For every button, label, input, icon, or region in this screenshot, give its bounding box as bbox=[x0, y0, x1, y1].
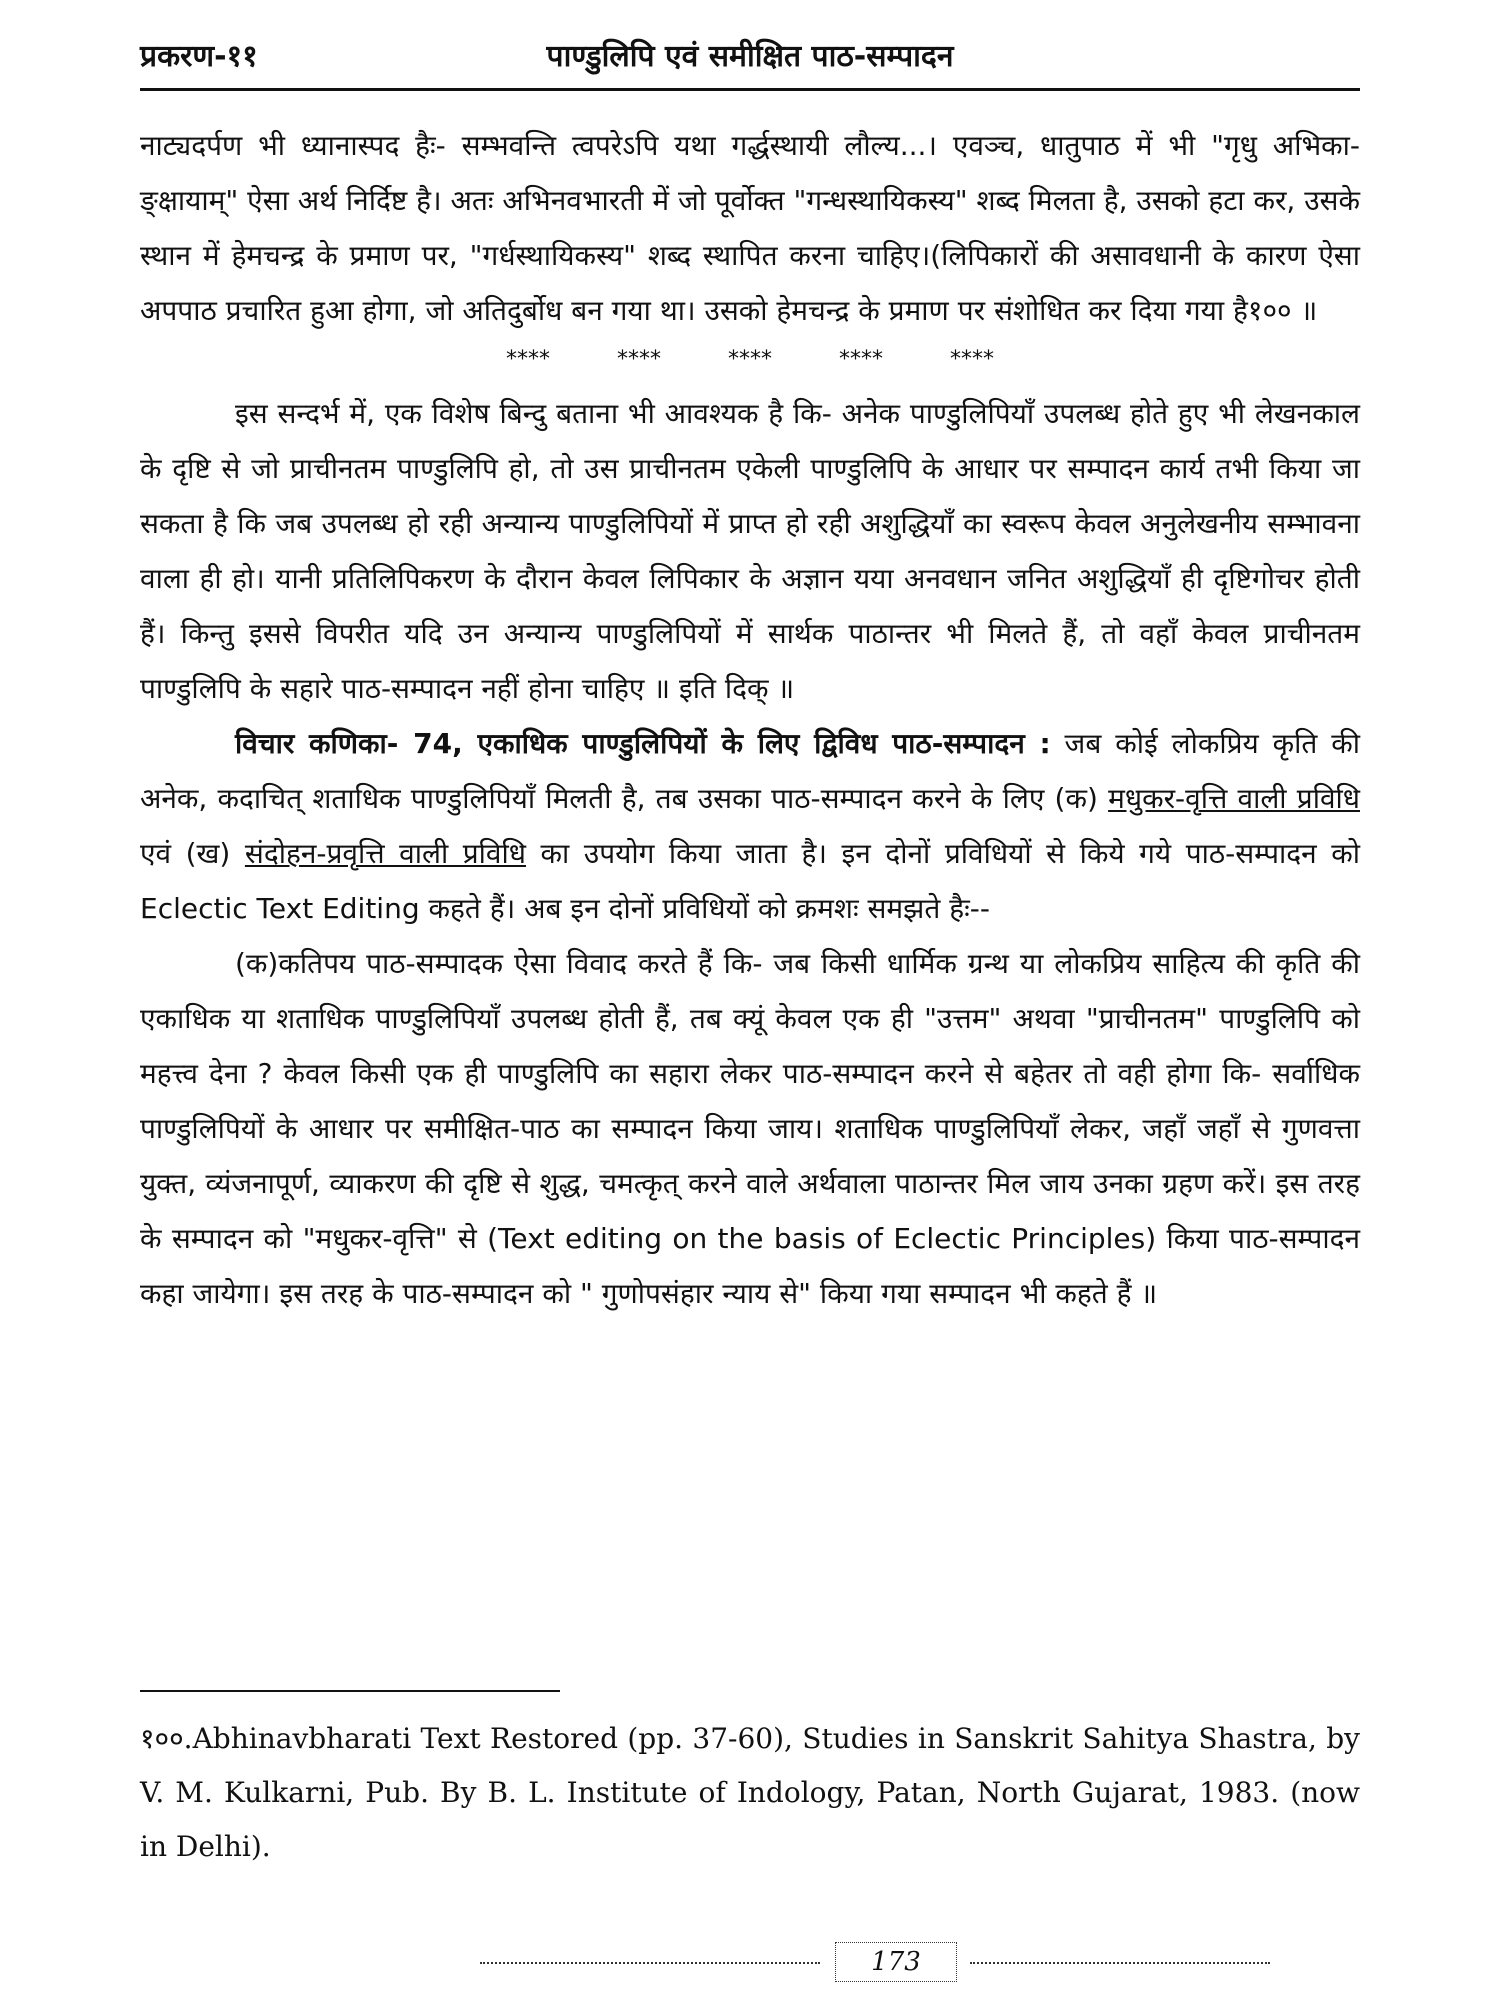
footer-dots-right bbox=[970, 1962, 1270, 1964]
main-text bbox=[140, 118, 1360, 1321]
running-title: पाण्डुलिपि एवं समीक्षित पाठ-सम्पादन bbox=[546, 39, 954, 74]
footnote: १००.Abhinavbharati Text Restored (pp. 37-60), Studies in Sanskrit Sahitya Shastra, by V. M. Kulkarni, Pub. By B. L. Institute of Indology, Patan, North Gujarat, 1983. (now in Delhi). bbox=[140, 1722, 1360, 1863]
paragraph-3-text-2: एवं (ख) bbox=[140, 837, 245, 870]
footer-dots-left bbox=[480, 1962, 820, 1964]
page-number: 173 bbox=[835, 1942, 957, 1982]
paragraph-3-text-1: जब कोई लोकप्रिय कृति की अनेक, कदाचित् शताधिक पाण्डुलिपियाँ मिलती है, तब उसका पाठ-सम्पादन करने के लिए (क) bbox=[140, 727, 1360, 815]
footnote-divider bbox=[140, 1690, 560, 1692]
section-heading: विचार कणिका- 74, एकाधिक पाण्डुलिपियों के लिए द्विविध पाठ-सम्पादन : bbox=[235, 727, 1051, 760]
paragraph-3 bbox=[140, 716, 1360, 936]
paragraph-2: इस सन्दर्भ में, एक विशेष बिन्दु बताना भी आवश्यक है कि- अनेक पाण्डुलिपियाँ उपलब्ध होते हुए भी लेखनकाल के दृष्टि से जो प्राचीनतम पाण्डुलिपि हो, तो उस प्राचीनतम एकेली पाण्डुलिपि के आधार पर सम्पादन कार्य तभी किया जा सकता है कि जब उपलब्ध हो रही अन्यान्य पाण्डुलिपियों में प्राप्त हो रही अशुद्धियाँ का स्वरूप केवल अनुलेखनीय सम्भावना वाला ही हो। यानी प्रतिलिपिकरण के दौरान केवल लिपिकार के अज्ञान यया अनवधान जनित अशुद्धियाँ ही दृष्टिगोचर होती हैं। किन्तु इससे विपरीत यदि उन अन्यान्य पाण्डुलिपियों में सार्थक पाठान्तर भी मिलते हैं, तो वहाँ केवल प्राचीनतम पाण्डुलिपि के सहारे पाठ-सम्पादन नहीं होना चाहिए ॥ इति दिक् ॥ bbox=[140, 397, 1360, 705]
underlined-term-1: मधुकर-वृत्ति वाली प्रविधि bbox=[1108, 782, 1360, 815]
underlined-term-2: संदोहन-प्रवृत्ति वाली प्रविधि bbox=[244, 837, 526, 870]
section-separator: **** **** **** **** **** bbox=[506, 347, 994, 372]
chapter-label: प्रकरण-११ bbox=[140, 39, 258, 74]
paragraph-1: नाट्यदर्पण भी ध्यानास्पद हैः- सम्भवन्ति त्वपरेऽपि यथा गर्द्धस्थायी लौल्य...। एवञ्च, धातुपाठ में भी "गृधु अभिका-ङ्क्षायाम्" ऐसा अर्थ निर्दिष्ट है। अतः अभिनवभारती में जो पूर्वोक्त "गन्धस्थायिकस्य" शब्द मिलता है, उसको हटा कर, उसके स्थान में हेमचन्द्र के प्रमाण पर, "गर्धस्थायिकस्य" शब्द स्थापित करना चाहिए।(लिपिकारों की असावधानी के कारण ऐसा अपपाठ प्रचारित हुआ होगा, जो अतिदुर्बोध बन गया था। उसको हेमचन्द्र के प्रमाण पर संशोधित कर दिया गया है१०० ॥ bbox=[140, 129, 1360, 327]
page-footer bbox=[140, 1942, 1360, 1982]
paragraph-4: (क)कतिपय पाठ-सम्पादक ऐसा विवाद करते हैं कि- जब किसी धार्मिक ग्रन्थ या लोकप्रिय साहित्य की कृति की एकाधिक या शताधिक पाण्डुलिपियाँ उपलब्ध होती हैं, तब क्यूं केवल एक ही "उत्तम" अथवा "प्राचीनतम" पाण्डुलिपि को महत्त्व देना ? केवल किसी एक ही पाण्डुलिपि का सहारा लेकर पाठ-सम्पादन करने से बहेतर तो वही होगा कि- सर्वाधिक पाण्डुलिपियों के आधार पर समीक्षित-पाठ का सम्पादन किया जाय। शताधिक पाण्डुलिपियाँ लेकर, जहाँ जहाँ से गुणवत्ता युक्त, व्यंजनापूर्ण, व्याकरण की दृष्टि से शुद्ध, चमत्कृत् करने वाले अर्थवाला पाठान्तर मिल जाय उनका ग्रहण करें। इस तरह के सम्पादन को "मधुकर-वृत्ति" से (Text editing on the basis of Eclectic Principles) किया पाठ-सम्पादन कहा जायेगा। इस तरह के पाठ-सम्पादन को " गुणोपसंहार न्याय से" किया गया सम्पादन भी कहते हैं ॥ bbox=[140, 947, 1360, 1310]
paragraph-3-text-3: का उपयोग किया जाता है। इन दोनों प्रविधियों से किये गये पाठ-सम्पादन को Eclectic Text Editing कहते हैं। अब इन दोनों प्रविधियों को क्रमशः समझते हैः-- bbox=[140, 837, 1360, 925]
page-header bbox=[140, 28, 1360, 91]
